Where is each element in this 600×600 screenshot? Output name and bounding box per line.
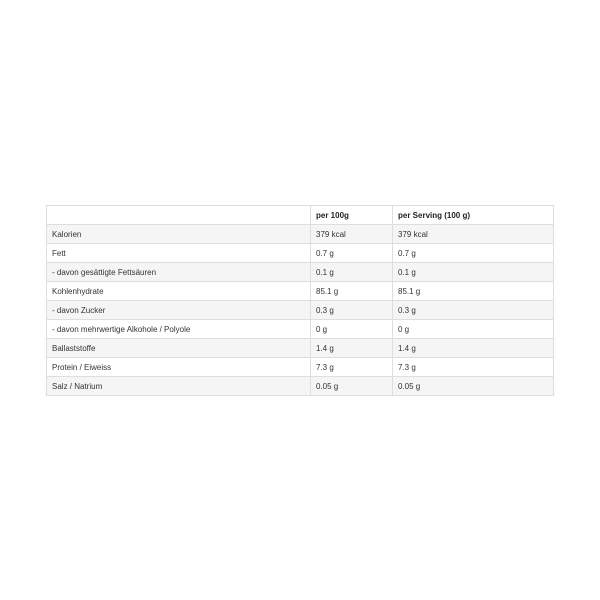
nutrient-name: Kohlenhydrate bbox=[47, 282, 311, 301]
table-row bbox=[47, 339, 554, 358]
table-header bbox=[47, 206, 554, 225]
nutrient-name: Kalorien bbox=[47, 225, 311, 244]
value-per-serving: 1.4 g bbox=[393, 339, 554, 358]
value-per-serving: 0.3 g bbox=[393, 301, 554, 320]
value-per-100g: 0.1 g bbox=[311, 263, 393, 282]
table-body bbox=[47, 225, 554, 396]
header-per-100g: per 100g bbox=[311, 206, 393, 225]
table-row bbox=[47, 377, 554, 396]
value-per-serving: 0 g bbox=[393, 320, 554, 339]
value-per-serving: 379 kcal bbox=[393, 225, 554, 244]
value-per-100g: 7.3 g bbox=[311, 358, 393, 377]
value-per-serving: 0.1 g bbox=[393, 263, 554, 282]
value-per-100g: 379 kcal bbox=[311, 225, 393, 244]
table-row bbox=[47, 244, 554, 263]
value-per-100g: 0 g bbox=[311, 320, 393, 339]
nutrient-name: Salz / Natrium bbox=[47, 377, 311, 396]
header-nutrient bbox=[47, 206, 311, 225]
value-per-serving: 0.7 g bbox=[393, 244, 554, 263]
table-row bbox=[47, 263, 554, 282]
table-row bbox=[47, 282, 554, 301]
value-per-100g: 1.4 g bbox=[311, 339, 393, 358]
nutrition-table bbox=[46, 205, 554, 396]
nutrient-name: - davon Zucker bbox=[47, 301, 311, 320]
header-row bbox=[47, 206, 554, 225]
value-per-100g: 85.1 g bbox=[311, 282, 393, 301]
nutrient-name: - davon mehrwertige Alkohole / Polyole bbox=[47, 320, 311, 339]
value-per-100g: 0.3 g bbox=[311, 301, 393, 320]
table-row bbox=[47, 358, 554, 377]
table-row bbox=[47, 225, 554, 244]
value-per-serving: 7.3 g bbox=[393, 358, 554, 377]
nutrient-name: Protein / Eiweiss bbox=[47, 358, 311, 377]
value-per-serving: 0.05 g bbox=[393, 377, 554, 396]
nutrient-name: Ballaststoffe bbox=[47, 339, 311, 358]
table-row bbox=[47, 301, 554, 320]
value-per-serving: 85.1 g bbox=[393, 282, 554, 301]
nutrient-name: Fett bbox=[47, 244, 311, 263]
value-per-100g: 0.05 g bbox=[311, 377, 393, 396]
value-per-100g: 0.7 g bbox=[311, 244, 393, 263]
table-row bbox=[47, 320, 554, 339]
nutrient-name: - davon gesättigte Fettsäuren bbox=[47, 263, 311, 282]
header-per-serving: per Serving (100 g) bbox=[393, 206, 554, 225]
